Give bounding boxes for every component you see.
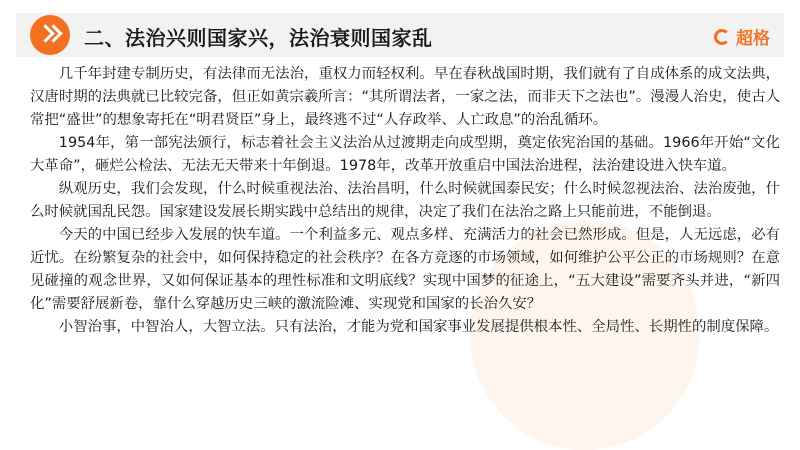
body-text bbox=[30, 63, 780, 339]
brand-logo bbox=[714, 24, 770, 49]
paragraph-3: 纵观历史，我们会发现，什么时候重视法治、法治昌明，什么时候就国泰民安；什么时候忽视法治、法治废弛，什么时候就国乱民怨。国家建设发展长期实践中总结出的规律，决定了我们在法治之路上只能前进，不能倒退。 bbox=[30, 181, 780, 220]
brand-name: 超格 bbox=[736, 29, 770, 49]
paragraph-4: 今天的中国已经步入发展的快车道。一个利益多元、观点多样、充满活力的社会已然形成。但是，人无远虑，必有近忧。在纷繁复杂的社会中，如何保持稳定的社会秩序？在各方竞逐的市场领域，如何维护公平公正的市场规则？在意见碰撞的观念世界，又如何保证基本的理性标准和文明底线？实现中国梦的征途上，“五大建设”需要齐头并进，“新四化”需要舒展新卷，靠什么穿越历史三峡的激流险滩、实现党和国家的长治久安？ bbox=[30, 227, 780, 312]
paragraph-2: 1954年，第一部宪法颁行，标志着社会主义法治从过渡期走向成型期，奠定依宪治国的基础。1966年开始“文化大革命”，砸烂公检法、无法无天带来十年倒退。1978年，改革开放重启中国法治进程，法治建设进入快车道。 bbox=[30, 135, 780, 174]
paragraph-5: 小智治事，中智治人，大智立法。只有法治，才能为党和国家事业发展提供根本性、全局性、长期性的制度保障。 bbox=[58, 319, 779, 335]
double-chevron-right-icon bbox=[30, 15, 70, 55]
header-bar bbox=[16, 13, 784, 57]
page-title: 二、法治兴则国家兴，法治衰则国家乱 bbox=[84, 26, 433, 50]
brand-g-icon bbox=[714, 29, 730, 45]
paragraph-1: 几千年封建专制历史，有法律而无法治，重权力而轻权利。早在春秋战国时期，我们就有了自成体系的成文法典，汉唐时期的法典就已比较完备，但正如黄宗羲所言：“其所谓法者，一家之法，而非天下之法也”。漫漫人治史，使古人常把“盛世”的想象寄托在“明君贤臣”身上，最终逃不过“人存政举、人亡政息”的治乱循环。 bbox=[30, 66, 780, 128]
